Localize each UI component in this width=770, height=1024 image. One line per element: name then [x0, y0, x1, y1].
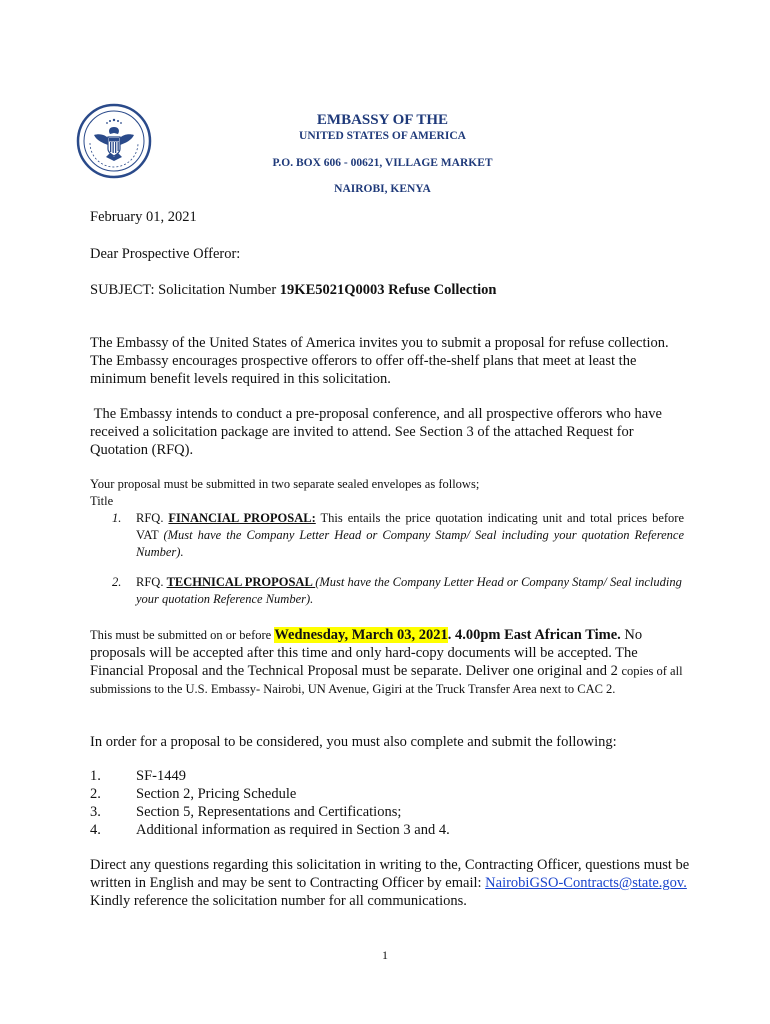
embassy-country: UNITED STATES OF AMERICA — [299, 130, 466, 142]
subject-line: SUBJECT: Solicitation Number 19KE5021Q0003 Refuse Collection — [90, 282, 497, 298]
deadline-highlight: Wednesday, March 03, 2021 — [274, 627, 448, 643]
us-embassy-seal-icon — [76, 103, 152, 179]
closing-paragraph: Direct any questions regarding this solicitation in writing to the, Contracting Officer, questions must be written in English and may be sent to Contracting Officer by email: NairobiGSO-Contracts@state.gov. Kindly reference the solicitation number for all communications. — [90, 857, 690, 909]
requirements-intro: In order for a proposal to be considered, you must also complete and submit the following: — [90, 734, 617, 750]
intro-paragraph: The Embassy of the United States of America invites you to submit a proposal for refuse collection. The Embassy encourages prospective offerors to offer off-the-shelf plans that meet at least the minimum benefit levels required in this solicitation. — [90, 335, 669, 387]
salutation: Dear Prospective Offeror: — [90, 246, 241, 262]
letter-page: EMBASSY OF THE UNITED STATES OF AMERICA P.O. BOX 606 - 00621, VILLAGE MARKET NAIROBI, KENYA February 01, 2021 Dear Prospective Offeror: SUBJECT: Solicitation Number 19KE5021Q0003 Refuse Collection The Embassy of the United States of America invites you to submit a proposal for refuse collection. The Embassy encourages prospective offerors to offer off-the-shelf plans that meet at least the minimum benefit levels required in this solicitation. The Embassy intends to conduct a pre-proposal conference, and all prospective offerors who have received a solicitation package are invited to attend. See Section 3 of the attached Request for Quotation (RFQ). Your proposal must be submitted in two separate sealed envelopes as follows; Title 1. RFQ. FINANCIAL PROPOSAL: This entails the price quotation indicating unit and total prices before VAT (Must have the Company Letter Head or Company Stamp/ Seal including your quotation Reference Number). 2. RFQ. TECHNICAL PROPOSAL (Must have the Company Letter Head or Company Stamp/ Seal including your quotation Reference Number). This must be submitted on or before Wednesday, March 03, 2021. 4.00pm East African Time. No proposals will be accepted after this time and only hard-copy documents will be accepted. The Financial Proposal and the Technical Proposal must be separate. Deliver one original and 2 copies of all submissions to the U.S. Embassy- Nairobi, UN Avenue, Gigiri at the Truck Transfer Area next to CAC 2. In order for a proposal to be considered, you must also complete and submit the following: 1. SF-1449 2. Section 2, Pricing Schedule 3. Section 5, Representations and Certifications; 4. Additional information as required in Section 3 and 4. Direct any questions regarding this solicitation in writing to the, Contracting Officer, questions must be written in English and may be sent to Contracting Officer by email: NairobiGSO-Contracts@state.gov. Kindly reference the solicitation number for all communications. 1 — [0, 0, 770, 1024]
contracting-email-link[interactable]: NairobiGSO-Contracts@state.gov. — [485, 875, 687, 891]
deadline-paragraph: This must be submitted on or before Wednesday, March 03, 2021. 4.00pm East African Time. No proposals will be accepted after this time and only hard-copy documents will be accepted. The Financial Proposal and the Technical Proposal must be separate. Deliver one original and 2 copies of all submissions to the U.S. Embassy- Nairobi, UN Avenue, Gigiri at the Truck Transfer Area next to CAC 2. — [90, 627, 683, 696]
letter-date: February 01, 2021 — [90, 209, 197, 225]
envelope-title: Title — [90, 494, 114, 508]
page-number: 1 — [382, 948, 388, 962]
envelope-intro: Your proposal must be submitted in two separate sealed envelopes as follows; — [90, 477, 480, 491]
embassy-title: EMBASSY OF THE — [316, 112, 449, 128]
embassy-address: P.O. BOX 606 - 00621, VILLAGE MARKET — [272, 157, 493, 169]
conference-paragraph: The Embassy intends to conduct a pre-proposal conference, and all prospective offerors who have received a solicitation package are invited to attend. See Section 3 of the attached Request for Quotation (RFQ). — [90, 406, 666, 458]
embassy-city: NAIROBI, KENYA — [334, 183, 431, 195]
